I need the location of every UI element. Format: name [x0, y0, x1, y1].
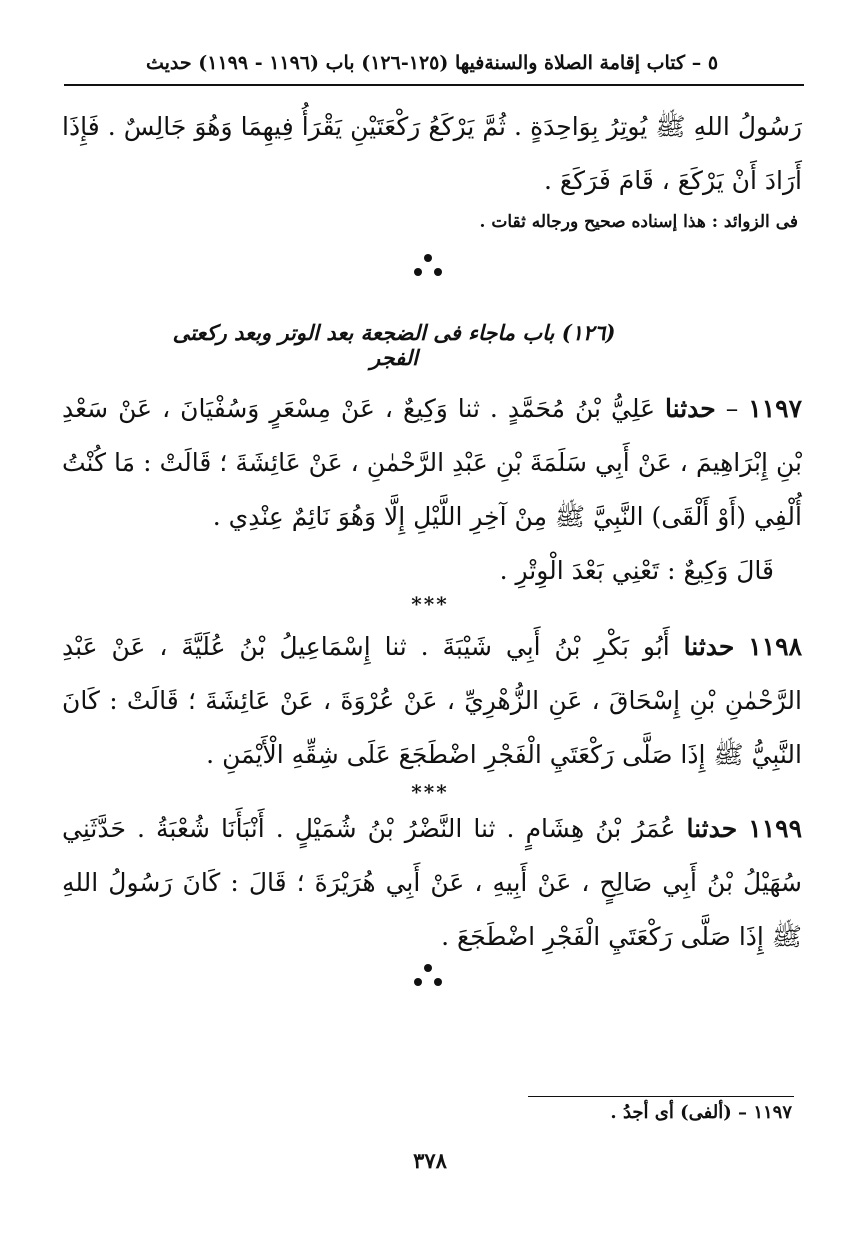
- hadith-1197-note: [62, 544, 774, 598]
- running-header-title: ٥ – كتاب إقامة الصلاة والسنةفيها (١٢٥-١٢٦) باب (١١٩٦ - ١١٩٩) حديث: [145, 52, 719, 74]
- footnote-rule: [528, 1096, 794, 1097]
- zawaid-note: فى الزوائد : هذا إسناده صحيح ورجاله ثقات .: [479, 212, 798, 232]
- hadith-1198: [62, 620, 802, 782]
- hadith-text: أَبُو بَكْرِ بْنُ أَبِي شَيْبَةَ . ثنا إِسْمَاعِيلُ بْنُ عُلَيَّةَ ، عَنْ عَبْدِ الرَّحْمٰنِ بْنِ إِسْحَاقَ ، عَنِ الزُّهْرِيِّ ، عَنْ عُرْوَةَ ، عَنْ عَائِشَةَ ؛ قَالَتْ : كَانَ النَّبِيُّ ﷺ إِذَا صَلَّى رَكْعَتَيِ الْفَجْرِ اضْطَجَعَ عَلَى شِقِّهِ الْأَيْمَنِ .: [62, 632, 802, 769]
- asterism-ornament-top: [400, 250, 456, 280]
- hadith-1197: [62, 382, 802, 544]
- stars-separator-1: ***: [411, 592, 449, 616]
- running-header: [64, 48, 800, 78]
- hadith-text: عَلِيُّ بْنُ مُحَمَّدٍ . ثنا وَكِيعٌ ، عَنْ مِسْعَرٍ وَسُفْيَانَ ، عَنْ سَعْدِ بْنِ إِبْرَاهِيمَ ، عَنْ أَبِي سَلَمَةَ بْنِ عَبْدِ الرَّحْمٰنِ ، عَنْ عَائِشَةَ ؛ قَالَتْ : مَا كُنْتُ أُلْفِي (أَوْ أَلْقَى) النَّبِيَّ ﷺ مِنْ آخِرِ اللَّيْلِ إِلَّا وَهُوَ نَائِمٌ عِنْدِي .: [62, 394, 802, 531]
- chapter-heading: (١٢٦) باب ماجاء فى الضجعة بعد الوتر وبعد ركعتى الفجر: [172, 320, 616, 370]
- stars-separator-2: ***: [411, 780, 449, 804]
- hadith-dash: –: [725, 394, 739, 423]
- footnote: ١١٩٧ – (ألفى) أى أجدُ .: [610, 1102, 792, 1123]
- hadith-text: عُمَرُ بْنُ هِشَامٍ . ثنا النَّضْرُ بْنُ شُمَيْلٍ . أَنْبَأَنَا شُعْبَةُ . حَدَّثَنِي سُهَيْلُ بْنُ أَبِي صَالِحٍ ، عَنْ أَبِيهِ ، عَنْ أَبِي هُرَيْرَةَ ؛ قَالَ : كَانَ رَسُولُ اللهِ ﷺ إِذَا صَلَّى رَكْعَتَيِ الْفَجْرِ اضْطَجَعَ .: [62, 814, 802, 951]
- header-rule: [64, 84, 804, 86]
- continuation-paragraph: [62, 100, 802, 208]
- hadith-number: ١١٩٩: [748, 814, 803, 843]
- hadith-number: ١١٩٨: [748, 632, 802, 661]
- page-number: ٣٧٨: [413, 1148, 447, 1173]
- continuation-text: رَسُولُ اللهِ ﷺ يُوتِرُ بِوَاحِدَةٍ . ثُمَّ يَرْكَعُ رَكْعَتَيْنِ يَقْرَأُ فِيهِمَا وَهُوَ جَالِسٌ . فَإِذَا أَرَادَ أَنْ يَرْكَعَ ، قَامَ فَرَكَعَ .: [62, 112, 802, 195]
- asterism-ornament-bottom: [400, 960, 456, 990]
- hadith-lead: حدثنا: [665, 394, 716, 423]
- hadith-1199: [62, 802, 802, 964]
- hadith-lead: حدثنا: [683, 632, 735, 661]
- hadith-lead: حدثنا: [686, 814, 738, 843]
- hadith-number: ١١٩٧: [748, 394, 802, 423]
- hadith-note: قَالَ وَكِيعٌ : تَعْنِي بَعْدَ الْوِتْرِ .: [499, 556, 774, 585]
